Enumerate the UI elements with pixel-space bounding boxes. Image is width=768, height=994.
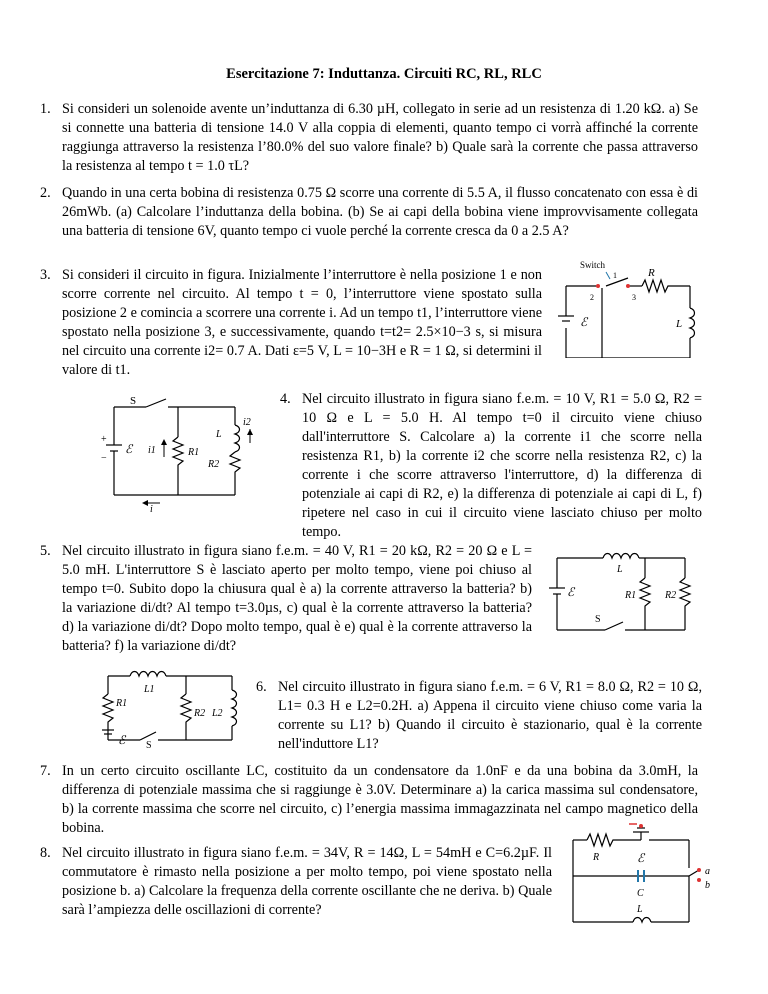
figure-6-L1: L1 <box>144 684 155 695</box>
figure-3-R: R <box>648 267 655 279</box>
figure-3-switch-label: Switch <box>580 260 606 270</box>
circuit-figure-6 <box>100 660 250 750</box>
figure-5-emf: ℰ <box>567 585 575 599</box>
figure-8-R: R <box>593 852 600 863</box>
problem-1-number: 1. <box>40 101 51 117</box>
figure-4-R2: R2 <box>208 459 220 470</box>
figure-5-L: L <box>617 564 623 575</box>
figure-5-R2: R2 <box>665 590 677 601</box>
figure-8-emf: ℰ <box>637 851 645 865</box>
figure-8-L: L <box>637 904 643 915</box>
figure-5-R1: R1 <box>625 590 637 601</box>
figure-6-S: S <box>146 740 152 750</box>
figure-3-emf: ℰ <box>580 315 588 329</box>
problem-6-text: Nel circuito illustrato in figura siano f.e.m. = 6 V, R1 = 8.0 Ω, R2 = 10 Ω, L1= 0.3 H e L2=0.2H. a) Appena il circuito viene chiuso come varia la corrente su L1? b) Quando il circuito è stazionario, qual è la corrente nell'induttore L1? <box>278 679 702 752</box>
figure-3-L: L <box>676 318 683 330</box>
figure-4-minus: − <box>101 453 107 464</box>
figure-6-R2: R2 <box>194 708 206 719</box>
document-title: Esercitazione 7: Induttanza. Circuiti RC, RL, RLC <box>226 66 542 82</box>
circuit-figure-4 <box>100 395 260 515</box>
figure-4-plus: + <box>101 434 107 445</box>
circuit-figure-5 <box>545 538 695 638</box>
figure-4-i1: i1 <box>148 445 156 456</box>
problem-1-text: Si consideri un solenoide avente un’induttanza di 6.30 µH, collegato in serie ad un resistenza di 1.20 kΩ. a) Se si connette una batteria di tensione 14.0 V alla coppia di elementi, quanto tempo ci vorrà affinché la corrente raggiunga attraverso la resistenza l’80.0% del suo valore finale? b) Quale sarà la corrente che passa attraverso la resistenza al tempo t = 1.0 τL? <box>62 101 698 174</box>
figure-4-S: S <box>130 395 137 407</box>
figure-4-i: i <box>150 504 153 515</box>
problem-7-number: 7. <box>40 763 51 779</box>
figure-4-i2: i2 <box>243 417 251 428</box>
figure-3-pos1: 1 <box>613 271 617 280</box>
problem-5-number: 5. <box>40 543 51 559</box>
problem-3-number: 3. <box>40 267 51 283</box>
circuit-figure-8 <box>565 820 725 940</box>
figure-4-emf: ℰ <box>125 442 133 456</box>
figure-4-R1: R1 <box>188 447 200 458</box>
figure-8-C: C <box>637 888 644 899</box>
figure-6-R1: R1 <box>116 698 128 709</box>
figure-8-a: a <box>705 866 710 877</box>
problem-5-text: Nel circuito illustrato in figura siano f.e.m. = 40 V, R1 = 20 kΩ, R2 = 20 Ω e L = 5.0 mH. L'interruttore S è lasciato aperto per molto tempo, viene poi chiuso al tempo t=0. Subito dopo la chiusura qual è a) la corrente attraverso la batteria? b) la variazione di/dt? Al tempo t=3.0µs, c) qual è la corrente attraverso la batteria? d) la variazione di/dt? Dopo molto tempo, qual è e) qual è la corrente attraverso la batteria? f) la variazione di/dt? <box>62 543 532 654</box>
problem-8-text: Nel circuito illustrato in figura siano f.e.m. = 34V, R = 14Ω, L = 54mH e C=6.2µF. Il commutatore è rimasto nella posizione a per molto tempo, poi viene spostato nella posizione b. a) Calcolare la frequenza della corrente oscillante che ne deriva. b) Quale sarà l’ampiezza delle oscillazioni di corrente? <box>62 845 552 918</box>
figure-3-pos3: 3 <box>632 293 636 302</box>
problem-3-text: Si consideri il circuito in figura. Inizialmente l’interruttore è nella posizione 1 e non scorre corrente nel circuito. Al tempo t = 0, l’interruttore viene spostato sulla posizione 2 e comincia a scorrere una corrente i. Ad un tempo t1, l’interruttore viene spostato nella posizione 3, e successivamente, quando t=t2= 2.5×10−3 s, si misura nel circuito una corrente i2= 0.7 A. Dati ε=5 V, L = 10−3H e R = 1 Ω, si determini il valore di t1. <box>62 267 542 378</box>
figure-3-pos2: 2 <box>590 293 594 302</box>
problem-4-number: 4. <box>280 391 291 407</box>
problem-8-number: 8. <box>40 845 51 861</box>
problem-2-number: 2. <box>40 185 51 201</box>
problem-7-text: In un certo circuito oscillante LC, costituito da un condensatore da 1.0nF e da una bobina da 3.0mH, la differenza di potenziale massima che si raggiunge è 3.0V. Determinare a) la carica massima sul condensatore, b) la corrente massima che scorre nel circuito, c) l’energia massima immagazzinata nel campo magnetico della bobina. <box>62 763 698 836</box>
problem-4-text: Nel circuito illustrato in figura siano f.e.m. = 10 V, R1 = 5.0 Ω, R2 = 10 Ω e L = 5.0 H. Al tempo t=0 il circuito viene chiuso dall'interruttore S. Calcolare a) la corrente i1 che scorre nella resistenza R1, b) la corrente i2 che scorre nella resistenza R2, c) la corrente i che scorre attraverso l'interruttore, d) la differenza di potenziale ai capi di R2, e) la differenza di potenziale ai capi di L, f) ripetere nel caso in cui il circuito viene lasciato chiuso per molto tempo. <box>302 391 702 540</box>
problem-2-text: Quando in una certa bobina di resistenza 0.75 Ω scorre una corrente di 5.5 A, il flusso concatenato con essa è di 26mWb. (a) Calcolare l’induttanza della bobina. (b) Se ai capi della bobina viene improvvisamente collegata una batteria di tensione 6V, quanto tempo ci vuole perché la corrente cresca da 0 a 2.5 A? <box>62 185 698 239</box>
figure-6-emf: ℰ <box>118 733 126 747</box>
figure-8-b: b <box>705 880 710 891</box>
figure-5-S: S <box>595 614 601 625</box>
circuit-figure-3 <box>550 258 700 358</box>
figure-4-L: L <box>216 429 222 440</box>
figure-6-L2: L2 <box>212 708 223 719</box>
problem-6-number: 6. <box>256 679 267 695</box>
